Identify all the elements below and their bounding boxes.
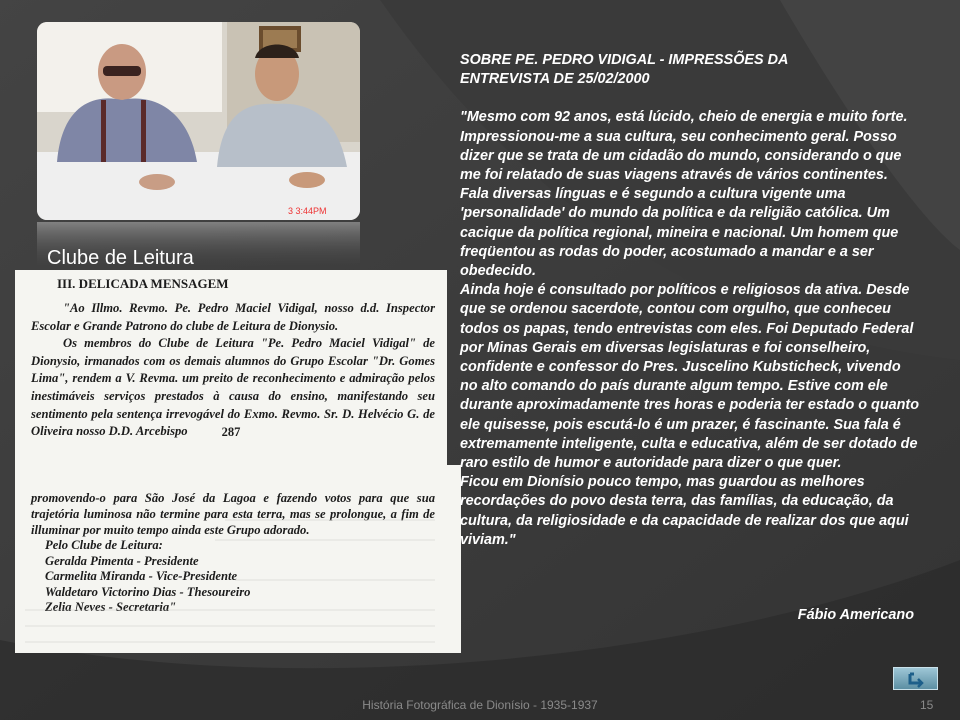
- return-button[interactable]: [893, 667, 938, 690]
- quote-paragraph: "Mesmo com 92 anos, está lúcido, cheio de energia e muito forte.: [460, 109, 908, 126]
- return-arrow-icon: [907, 670, 925, 688]
- club-caption: Clube de Leitura: [47, 247, 194, 269]
- scan-paper-edge: [447, 465, 461, 653]
- signature-line: Zelia Neves - Secretaria": [45, 600, 177, 615]
- article-author: Fábio Americano: [797, 607, 914, 623]
- scanned-document: [15, 270, 447, 653]
- footer-title: História Fotográfica de Dionísio - 1935-1937: [362, 698, 598, 712]
- scan-body: [31, 300, 435, 441]
- photo-timestamp: 3 3:44PM: [288, 206, 327, 216]
- scan-paragraph: Os membros do Clube de Leitura "Pe. Pedro Maciel Vidigal" de Dionysio, irmanados com os demais alumnos do Grupo Escolar "Dr. Gomes Lima", rendem a V. Revma. um preito de reconhecimento e admiração pelos inestimáveis serviços prestados à causa do ensino, manifestando seu sentimento pela sentença irrevogável do Exmo. Revmo. Sr. D. Helvécio G. de Oliveira nosso D.D. Arcebispo: [31, 336, 435, 439]
- article-title: SOBRE PE. PEDRO VIDIGAL - IMPRESSÕES DA ENTREVISTA DE 25/02/2000: [460, 52, 788, 88]
- signature-line: Waldetaro Victorino Dias - Thesoureiro: [45, 584, 251, 599]
- signature-line: Pelo Clube de Leitura:: [45, 538, 163, 552]
- interview-photo: [37, 22, 360, 220]
- slide-page-number: 15: [920, 698, 934, 712]
- scan-continued-paragraph: promovendo-o para São José da Lagoa e fazendo votos para que sua trajetória luminosa não termine para esta terra, mas se prolongue, a fim de illuminar por muito tempo ainda este Grupo adorado.: [31, 491, 435, 538]
- signature-line: Carmelita Miranda - Vice-Presidente: [45, 569, 238, 584]
- scan-page-number: 287: [221, 425, 241, 439]
- article: [460, 51, 920, 550]
- article-quote: [460, 108, 920, 550]
- signature-line: Geralda Pimenta - Presidente: [45, 553, 199, 568]
- scan-paragraph: "Ao Illmo. Revmo. Pe. Pedro Maciel Vidigal, nosso d.d. Inspector Escolar e Grande Patrono do clube de Leitura de Dionysio.: [31, 301, 435, 333]
- bleed-through-text: [15, 510, 447, 653]
- quote-paragraph: Impressionou-me a sua cultura, seu conhecimento geral. Posso dizer que se trata de um cidadão do mundo, considerando o que me foi relatado de suas viagens através de vários continentes. Fala diversas línguas e é segundo a cultura vigente uma 'personalidade' do mundo da política e da religião católica. Um cacique da política regional, mineira e nacional. Um homem que freqüentou as rodas do poder, acostumado a mandar e a ser obedecido.: [460, 128, 902, 280]
- quote-paragraph: Ficou em Dionísio pouco tempo, mas guardou as melhores recordações do povo desta terra, das famílias, da educação, da cultura, da religiosidade e da capacidade de realizar dos que aqui viviam.": [460, 474, 909, 548]
- scan-heading: III. DELICADA MENSAGEM: [57, 276, 229, 291]
- quote-paragraph: Ainda hoje é consultado por políticos e religiosos da ativa. Desde que se ordenou sacerdote, contou com orgulho, que conheceu todos os papas, tendo entrevistas com eles. Foi Deputado Federal por Minas Gerais em diversas legislaturas e foi conselheiro, confidente e confessor do Pres. Juscelino Kubsticheck, vivendo no alto comando do país durante algum tempo. Estive com ele durante aproximadamente tres horas e poderia ter estado o quanto ele quisesse, pois escutá-lo é um prazer, é fascinante. Sua fala é extremamente inteligente, culta e educativa, além de ser dotado de raro estilo de humor e autoridade para dizer o que quer.: [460, 282, 920, 472]
